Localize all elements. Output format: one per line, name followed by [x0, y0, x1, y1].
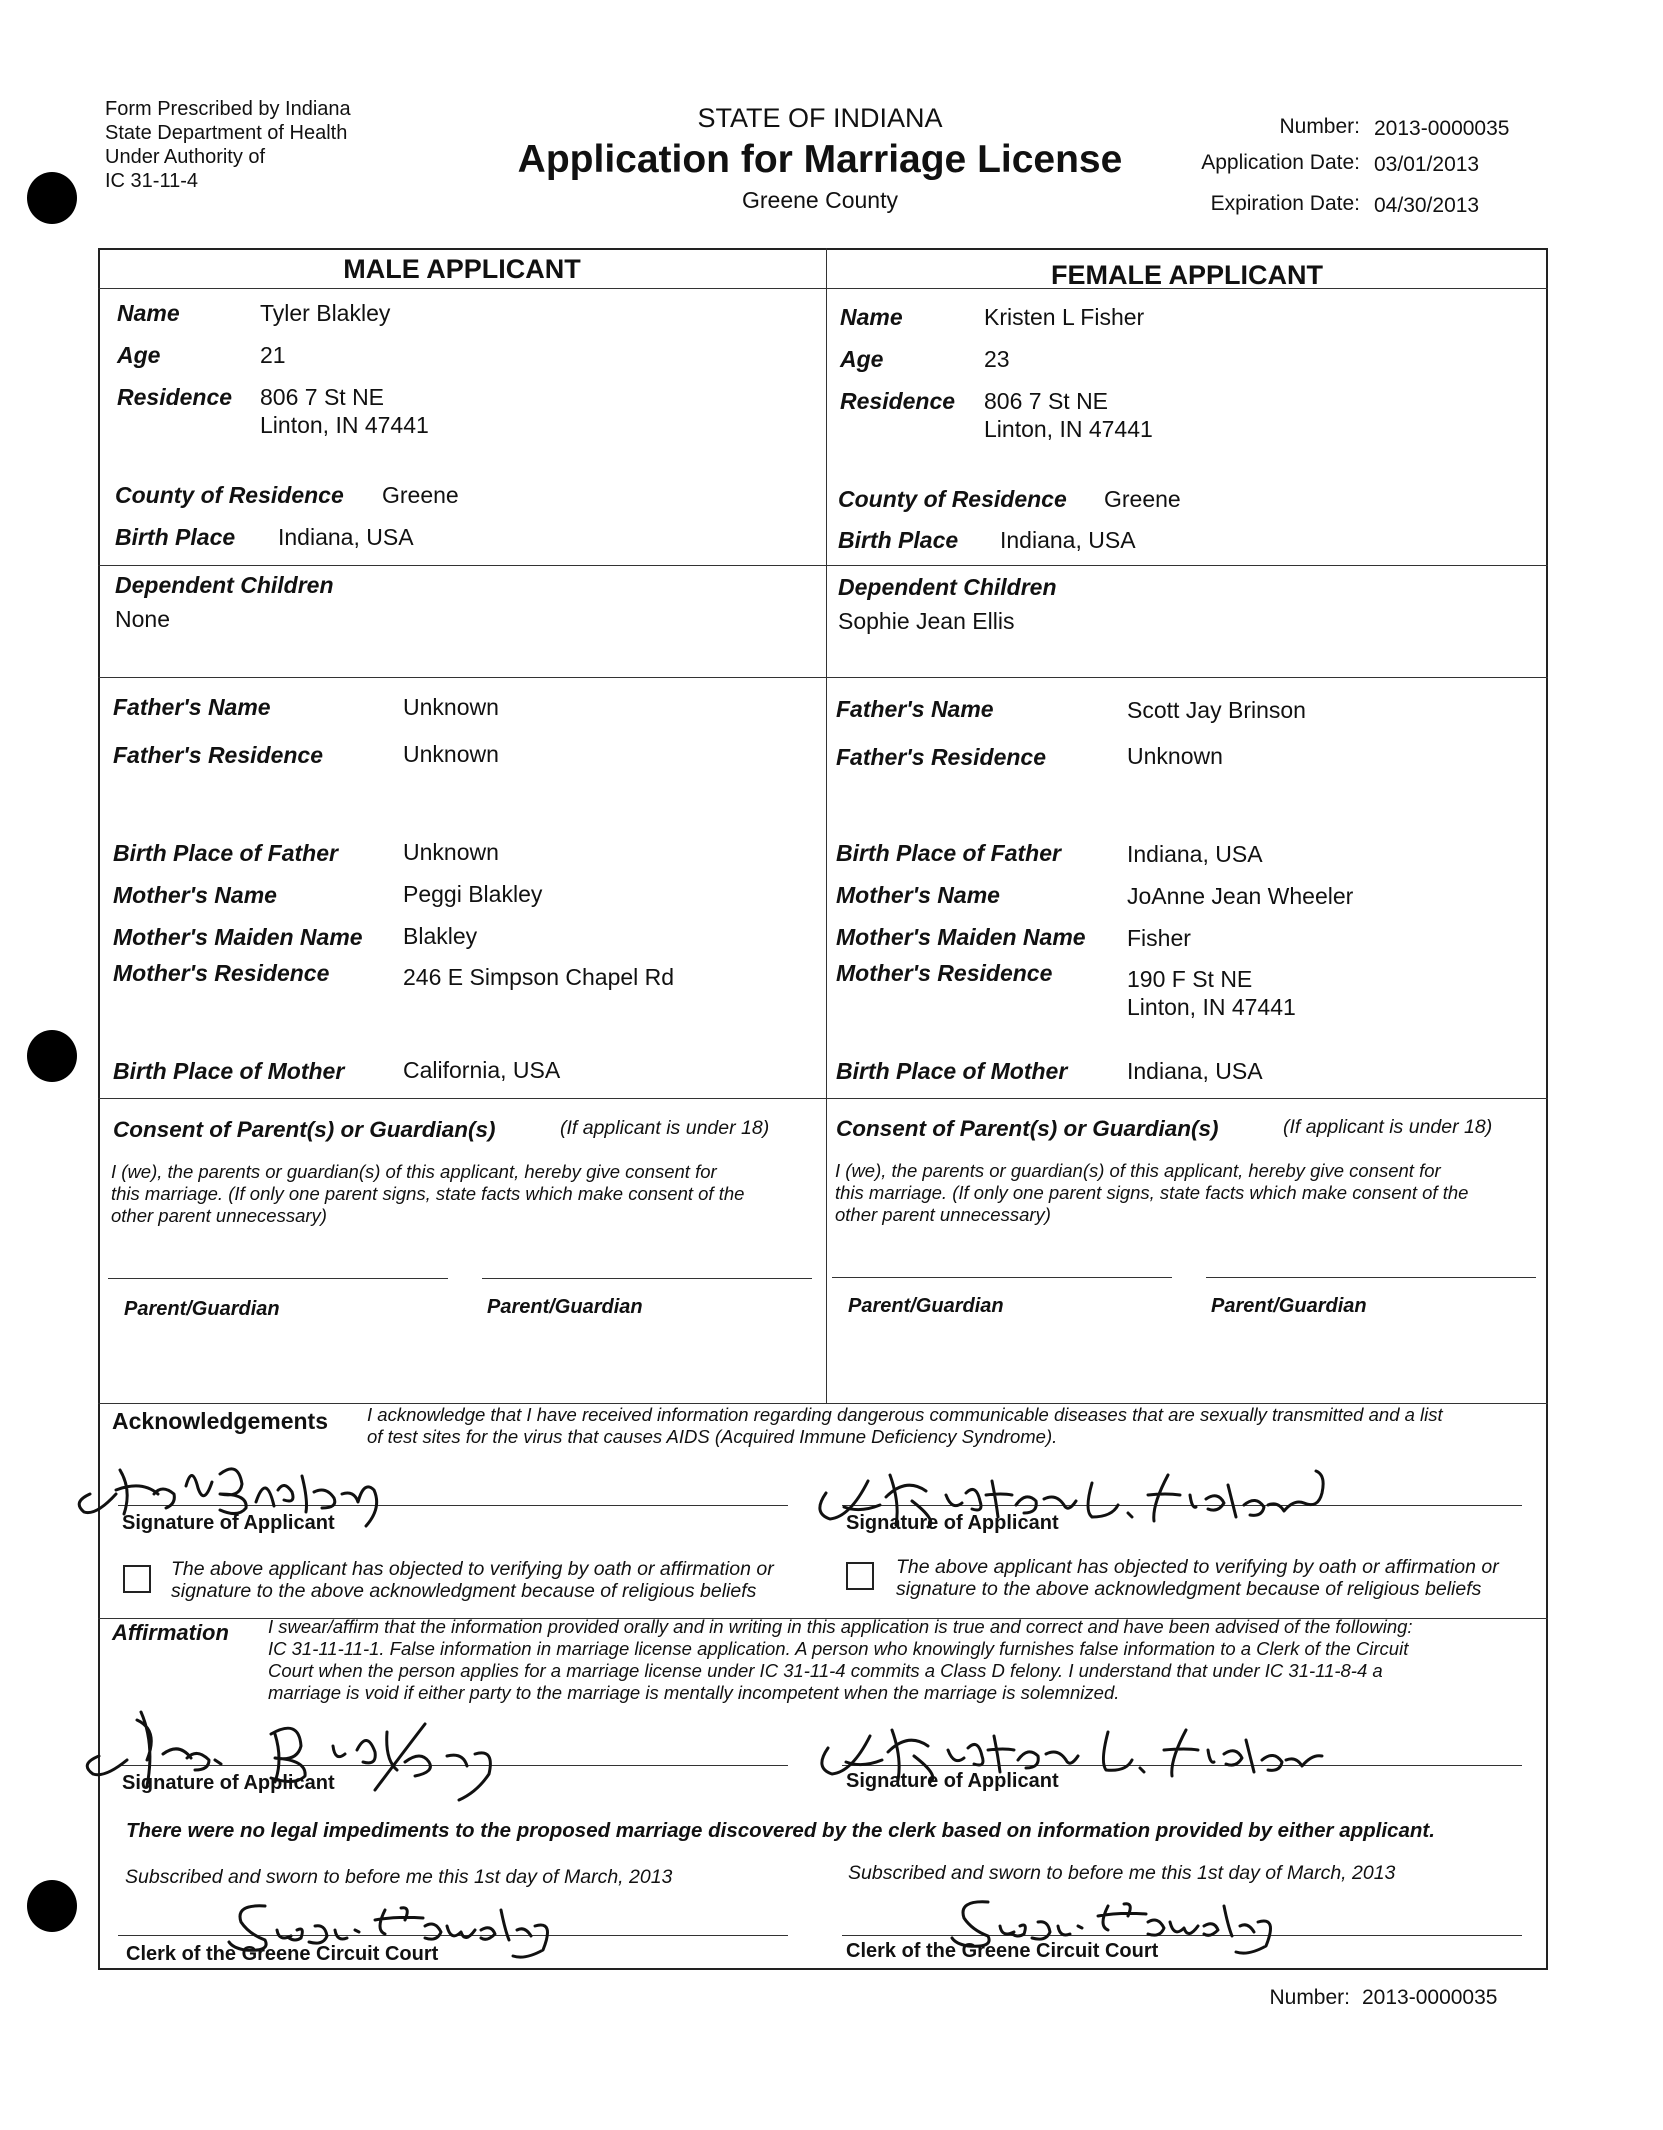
- guardian-label: Parent/Guardian: [124, 1298, 280, 1320]
- female-mother-maiden-label: Mother's Maiden Name: [836, 924, 1086, 950]
- male-mother-birth-label: Birth Place of Mother: [113, 1058, 345, 1084]
- punch-hole: [27, 1030, 77, 1082]
- affirmation-text-line1: I swear/affirm that the information provided orally and in writing in this application is true and correct and have been advised of the following:: [268, 1616, 1413, 1637]
- female-mother-name-label: Mother's Name: [836, 882, 1000, 908]
- male-affirmation-signature-label: Signature of Applicant: [122, 1772, 335, 1794]
- expiration-date-label: Expiration Date:: [1210, 192, 1360, 215]
- male-father-residence-label: Father's Residence: [113, 742, 323, 768]
- male-father-residence: Unknown: [403, 741, 499, 767]
- female-father-birth-label: Birth Place of Father: [836, 840, 1061, 866]
- female-mother-name: JoAnne Jean Wheeler: [1127, 883, 1354, 909]
- application-date-label: Application Date:: [1201, 151, 1360, 174]
- female-objection-text-line1: The above applicant has objected to verifying by oath or affirmation or: [896, 1556, 1499, 1578]
- punch-hole: [27, 172, 77, 224]
- affirmation-text-line2: IC 31-11-11-1. False information in marriage license application. A person who knowingly furnishes false information to a Clerk of the Circuit: [268, 1638, 1409, 1659]
- female-mother-birth: Indiana, USA: [1127, 1058, 1263, 1084]
- male-sworn-text: Subscribed and sworn to before me this 1st day of March, 2013: [125, 1866, 673, 1888]
- punch-hole: [27, 1880, 77, 1932]
- male-dependent: None: [115, 606, 170, 632]
- female-name-label: Name: [840, 304, 903, 330]
- male-name: Tyler Blakley: [260, 300, 391, 326]
- female-birth-place-label: Birth Place: [838, 527, 959, 553]
- male-consent-note: (If applicant is under 18): [560, 1117, 770, 1139]
- male-clerk-label: Clerk of the Greene Circuit Court: [126, 1943, 439, 1965]
- county-name: Greene County: [742, 187, 898, 213]
- male-section-title: MALE APPLICANT: [343, 254, 581, 284]
- female-sworn-text: Subscribed and sworn to before me this 1st day of March, 2013: [848, 1862, 1396, 1884]
- footer-number-label: Number:: [1269, 1986, 1350, 2009]
- female-father-name: Scott Jay Brinson: [1127, 697, 1306, 723]
- footer-number-value: 2013-0000035: [1362, 1986, 1498, 2009]
- guardian-signature-line: [1206, 1277, 1536, 1278]
- male-residence-label: Residence: [117, 384, 233, 410]
- male-consent-text-line3: other parent unnecessary): [111, 1205, 327, 1226]
- female-consent-text-line3: other parent unnecessary): [835, 1204, 1051, 1225]
- affirmation-title: Affirmation: [112, 1620, 229, 1645]
- male-mother-maiden: Blakley: [403, 923, 478, 949]
- male-age: 21: [260, 342, 286, 368]
- guardian-label: Parent/Guardian: [848, 1295, 1004, 1317]
- male-dependent-label: Dependent Children: [115, 572, 334, 598]
- female-mother-birth-label: Birth Place of Mother: [836, 1058, 1068, 1084]
- impediments-statement: There were no legal impediments to the proposed marriage discovered by the clerk based on information provided by either applicant.: [126, 1819, 1435, 1842]
- authority-line: IC 31-11-4: [105, 170, 199, 192]
- male-county: Greene: [382, 482, 459, 508]
- guardian-signature-line: [832, 1277, 1172, 1278]
- female-consent-title: Consent of Parent(s) or Guardian(s): [836, 1116, 1219, 1141]
- divider: [98, 1098, 1548, 1099]
- female-dependent: Sophie Jean Ellis: [838, 608, 1015, 634]
- female-dependent-label: Dependent Children: [838, 574, 1057, 600]
- male-ack-signature-label: Signature of Applicant: [122, 1512, 335, 1534]
- female-age-label: Age: [840, 346, 884, 372]
- female-mother-residence-line2: Linton, IN 47441: [1127, 994, 1296, 1020]
- female-birth-place: Indiana, USA: [1000, 527, 1136, 553]
- female-father-residence-label: Father's Residence: [836, 744, 1046, 770]
- female-section-title: FEMALE APPLICANT: [1051, 260, 1323, 290]
- female-consent-note: (If applicant is under 18): [1283, 1116, 1493, 1138]
- female-residence-line2: Linton, IN 47441: [984, 416, 1153, 442]
- female-mother-residence-label: Mother's Residence: [836, 960, 1053, 986]
- authority-line: State Department of Health: [105, 122, 348, 144]
- female-father-residence: Unknown: [1127, 743, 1223, 769]
- female-objection-checkbox[interactable]: [846, 1562, 874, 1590]
- affirmation-text-line4: marriage is void if either party to the marriage is mentally incompetent when the marriage is solemnized.: [268, 1682, 1120, 1703]
- female-consent-text-line1: I (we), the parents or guardian(s) of this applicant, hereby give consent for: [835, 1160, 1441, 1181]
- female-name: Kristen L Fisher: [984, 304, 1145, 330]
- affirmation-text-line3: Court when the person applies for a marriage license under IC 31-11-4 commits a Class D felony. I understand that under IC 31-11-8-4 a: [268, 1660, 1383, 1681]
- female-father-name-label: Father's Name: [836, 696, 994, 722]
- female-age: 23: [984, 346, 1010, 372]
- authority-line: Under Authority of: [105, 146, 266, 168]
- female-objection-text-line2: signature to the above acknowledgment because of religious beliefs: [896, 1578, 1482, 1600]
- form-authority: [105, 97, 351, 193]
- guardian-signature-line: [482, 1278, 812, 1279]
- male-name-label: Name: [117, 300, 180, 326]
- male-father-birth: Unknown: [403, 839, 499, 865]
- authority-line: Form Prescribed by Indiana: [105, 98, 351, 120]
- male-consent-title: Consent of Parent(s) or Guardian(s): [113, 1117, 496, 1142]
- male-father-birth-label: Birth Place of Father: [113, 840, 338, 866]
- female-county-label: County of Residence: [838, 486, 1067, 512]
- male-father-name: Unknown: [403, 694, 499, 720]
- male-residence-line2: Linton, IN 47441: [260, 412, 429, 438]
- male-mother-birth: California, USA: [403, 1057, 561, 1083]
- male-birth-place: Indiana, USA: [278, 524, 414, 550]
- male-objection-checkbox[interactable]: [123, 1565, 151, 1593]
- male-birth-place-label: Birth Place: [115, 524, 236, 550]
- male-consent-text-line2: this marriage. (If only one parent signs, state facts which make consent of the: [111, 1183, 745, 1204]
- male-residence-line1: 806 7 St NE: [260, 384, 385, 410]
- female-affirmation-signature-label: Signature of Applicant: [846, 1770, 1059, 1792]
- page-title: Application for Marriage License: [517, 138, 1123, 181]
- male-mother-maiden-label: Mother's Maiden Name: [113, 924, 363, 950]
- male-mother-name: Peggi Blakley: [403, 881, 543, 907]
- acknowledgements-text-line2: of test sites for the virus that causes AIDS (Acquired Immune Deficiency Syndrome).: [367, 1426, 1058, 1447]
- divider: [98, 565, 1548, 566]
- guardian-label: Parent/Guardian: [487, 1296, 643, 1318]
- guardian-signature-line: [108, 1278, 448, 1279]
- acknowledgements-text-line1: I acknowledge that I have received information regarding dangerous communicable diseases that are sexually transmitted and a list: [367, 1404, 1443, 1425]
- divider: [98, 677, 1548, 678]
- acknowledgements-title: Acknowledgements: [112, 1408, 328, 1434]
- female-ack-signature-label: Signature of Applicant: [846, 1512, 1059, 1534]
- female-mother-maiden: Fisher: [1127, 925, 1191, 951]
- expiration-date-value: 04/30/2013: [1374, 194, 1480, 217]
- male-mother-name-label: Mother's Name: [113, 882, 277, 908]
- column-divider: [826, 248, 827, 1403]
- female-clerk-label: Clerk of the Greene Circuit Court: [846, 1940, 1159, 1962]
- male-mother-residence-label: Mother's Residence: [113, 960, 330, 986]
- female-residence-label: Residence: [840, 388, 956, 414]
- female-consent-text-line2: this marriage. (If only one parent signs, state facts which make consent of the: [835, 1182, 1469, 1203]
- male-father-name-label: Father's Name: [113, 694, 271, 720]
- state-name: STATE OF INDIANA: [697, 103, 943, 133]
- male-objection-text-line2: signature to the above acknowledgment because of religious beliefs: [171, 1580, 757, 1602]
- male-county-label: County of Residence: [115, 482, 344, 508]
- male-objection-text-line1: The above applicant has objected to verifying by oath or affirmation or: [171, 1558, 774, 1580]
- number-value: 2013-0000035: [1374, 117, 1510, 140]
- female-county: Greene: [1104, 486, 1181, 512]
- male-consent-text-line1: I (we), the parents or guardian(s) of this applicant, hereby give consent for: [111, 1161, 717, 1182]
- application-date-value: 03/01/2013: [1374, 153, 1480, 176]
- male-mother-residence-line1: 246 E Simpson Chapel Rd: [403, 964, 675, 990]
- guardian-label: Parent/Guardian: [1211, 1295, 1367, 1317]
- male-age-label: Age: [117, 342, 161, 368]
- number-label: Number:: [1279, 115, 1360, 138]
- female-mother-residence-line1: 190 F St NE: [1127, 966, 1253, 992]
- female-residence-line1: 806 7 St NE: [984, 388, 1109, 414]
- female-father-birth: Indiana, USA: [1127, 841, 1263, 867]
